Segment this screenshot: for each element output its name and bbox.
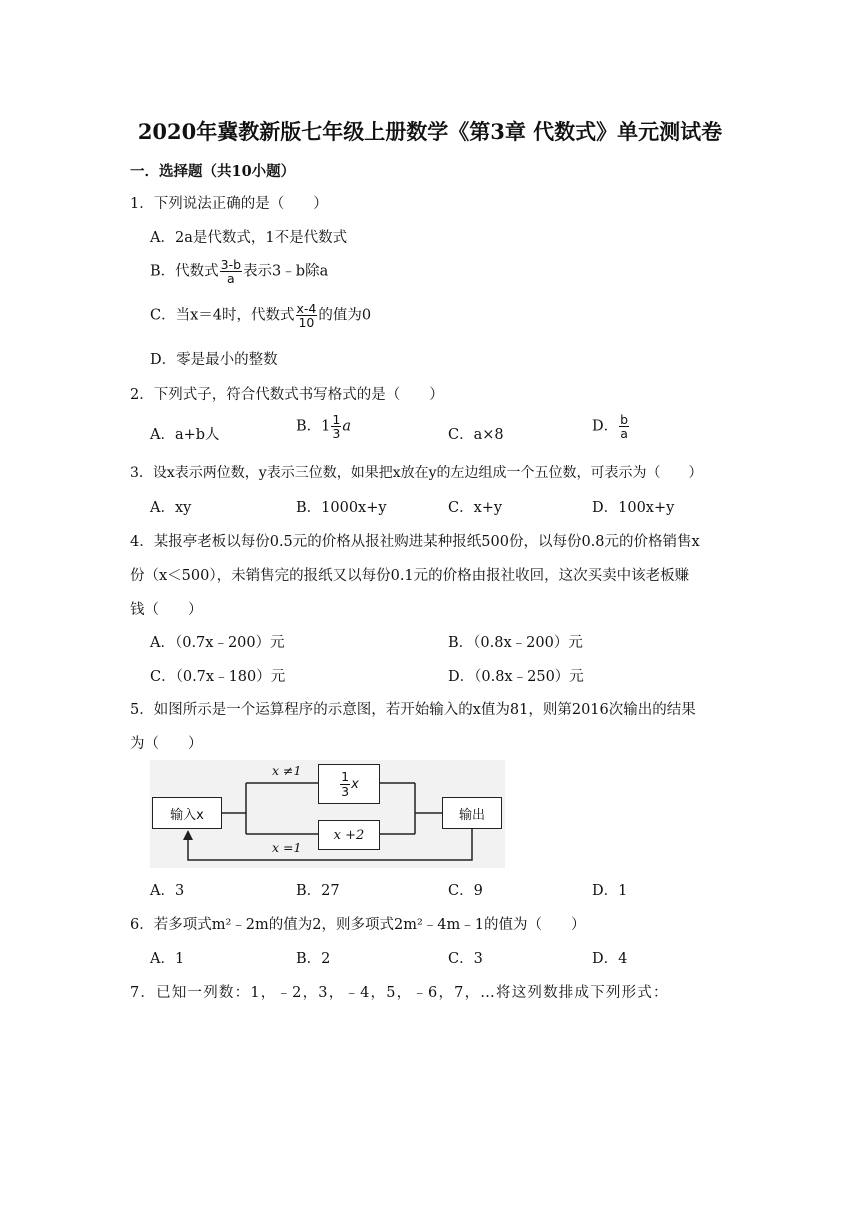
operation-box-bottom: x +2 bbox=[318, 820, 380, 850]
question-5-line-2: 为（ ） bbox=[130, 736, 203, 752]
question-4-line-3: 钱（ ） bbox=[130, 602, 203, 618]
question-5-option-b: B．27 bbox=[296, 883, 340, 899]
fraction-numerator: x-4 bbox=[296, 301, 317, 316]
option-c-suffix: 的值为0 bbox=[318, 307, 372, 324]
question-6-option-a: A．1 bbox=[150, 951, 185, 967]
section-heading: 一．选择题（共10小题） bbox=[130, 163, 296, 180]
question-6-stem: 6．若多项式m²﹣2m的值为2，则多项式2m²﹣4m﹣1的值为（ ） bbox=[130, 917, 586, 933]
option-b-suffix: 表示3﹣b除a bbox=[243, 263, 329, 280]
question-2-option-d bbox=[592, 413, 630, 440]
question-3-option-a: A．xy bbox=[150, 500, 192, 516]
question-4-option-a: A．（0.7x﹣200）元 bbox=[150, 635, 285, 651]
question-1-option-a: A．2a是代数式，1不是代数式 bbox=[150, 230, 348, 246]
question-5-option-d: D．1 bbox=[592, 883, 628, 899]
operation-box-top bbox=[318, 764, 380, 804]
input-box: 输入x bbox=[152, 797, 222, 829]
question-3-option-b: B．1000x+y bbox=[296, 500, 387, 516]
fraction-numerator: 3-b bbox=[220, 257, 242, 272]
question-1-stem: 1．下列说法正确的是（ ） bbox=[130, 196, 328, 212]
option-b-suffix: a bbox=[342, 418, 351, 435]
question-4-option-d: D．（0.8x﹣250）元 bbox=[448, 669, 584, 685]
page-title: 2020年冀教新版七年级上册数学《第3章 代数式》单元测试卷 bbox=[137, 119, 723, 144]
question-4-option-b: B．（0.8x﹣200）元 bbox=[448, 635, 583, 651]
condition-label-bottom: x =1 bbox=[272, 840, 302, 855]
option-b-prefix: B．代数式 bbox=[150, 263, 219, 280]
option-c-prefix: C．当x＝4时，代数式 bbox=[150, 307, 295, 324]
fraction-numerator: 1 bbox=[341, 769, 350, 785]
condition-label-top: x ≠1 bbox=[272, 763, 302, 778]
question-5-option-c: C．9 bbox=[448, 883, 483, 899]
fraction-denominator: a bbox=[620, 426, 628, 442]
question-4-option-c: C．（0.7x﹣180）元 bbox=[150, 669, 286, 685]
question-3-option-d: D．100x+y bbox=[592, 500, 675, 516]
question-2-option-c: C．a×8 bbox=[448, 427, 504, 443]
flowchart-diagram bbox=[150, 760, 505, 868]
fraction bbox=[220, 258, 242, 285]
fraction bbox=[296, 302, 318, 329]
question-2-option-a: A．a+b人 bbox=[150, 427, 220, 443]
question-1-option-b bbox=[150, 258, 328, 285]
question-4-line-2: 份（x＜500），未销售完的报纸又以每份0.1元的价格由报社收回，这次买卖中该老板赚 bbox=[130, 568, 690, 584]
question-3-option-c: C．x+y bbox=[448, 500, 503, 516]
output-box: 输出 bbox=[442, 797, 502, 829]
fraction bbox=[619, 413, 629, 440]
fraction-denominator: 3 bbox=[341, 783, 350, 799]
question-6-option-d: D．4 bbox=[592, 951, 628, 967]
fraction-numerator: 1 bbox=[332, 412, 341, 427]
fraction-denominator: 3 bbox=[332, 426, 341, 442]
question-2-stem: 2．下列式子，符合代数式书写格式的是（ ） bbox=[130, 387, 444, 403]
fraction bbox=[340, 770, 350, 797]
option-b-prefix: B．1 bbox=[296, 418, 331, 435]
fraction bbox=[331, 413, 341, 440]
question-1-option-d: D．零是最小的整数 bbox=[150, 352, 278, 368]
question-1-option-c bbox=[150, 302, 371, 329]
question-7-stem: 7．已知一列数：1，﹣2，3，﹣4，5，﹣6，7，…将这列数排成下列形式： bbox=[130, 985, 669, 1001]
operation-variable: x bbox=[351, 776, 359, 792]
option-d-prefix: D． bbox=[592, 418, 619, 435]
fraction-denominator: 10 bbox=[298, 315, 315, 331]
question-6-option-c: C．3 bbox=[448, 951, 483, 967]
question-5-option-a: A．3 bbox=[150, 883, 185, 899]
question-2-option-b bbox=[296, 413, 351, 440]
question-6-option-b: B．2 bbox=[296, 951, 331, 967]
fraction-numerator: b bbox=[620, 412, 629, 427]
fraction-denominator: a bbox=[227, 271, 235, 287]
question-5-line-1: 5．如图所示是一个运算程序的示意图，若开始输入的x值为81，则第2016次输出的结果 bbox=[130, 702, 696, 718]
question-4-line-1: 4．某报亭老板以每份0.5元的价格从报社购进某种报纸500份，以每份0.8元的价格销售x bbox=[130, 534, 700, 550]
question-3-stem: 3．设x表示两位数，y表示三位数，如果把x放在y的左边组成一个五位数，可表示为（ ） bbox=[130, 465, 703, 481]
